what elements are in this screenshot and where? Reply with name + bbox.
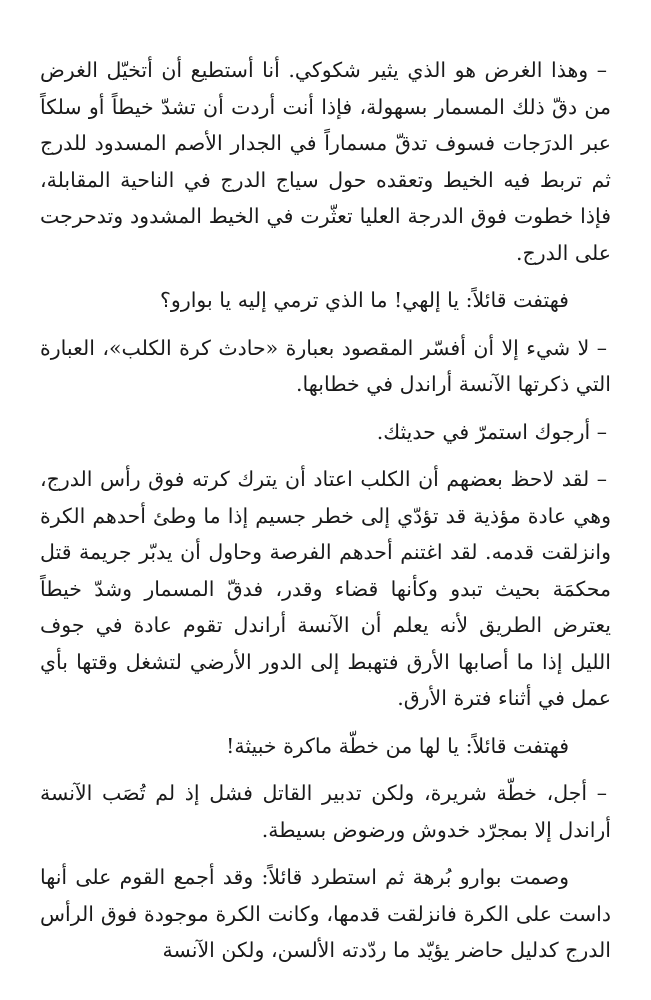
paragraph-3: – لا شيء إلا أن أفسّر المقصود بعبارة «حادث كرة الكلب»، العبارة التي ذكرتها الآنسة أراندل في خطابها.: [40, 335, 611, 396]
book-page: [40, 52, 611, 980]
paragraph-8: وصمت بوارو بُرهة ثم استطرد قائلاً: وقد أجمع القوم على أنها داست على الكرة فانزلقت قدمها، وكانت الكرة موجودة فوق الرأس الدرج كدليل حاضر يؤيّد ما ردّدته الألسن، ولكن الآنسة: [40, 865, 611, 962]
paragraph-1: – وهذا الغرض هو الذي يثير شكوكي. أنا أستطيع أن أتخيّل الغرض من دقّ ذلك المسمار بسهولة، فإذا أنت أردت أن تشدّ خيطاً أو سلكاً عبر الدرَجات فسوف تدقّ مسماراً في الجدار الأصم المسدود للدرج ثم تربط فيه الخيط وتعقده حول سياج الدرج في الناحية المقابلة، فإذا خطوت فوق الدرجة العليا تعثّرت في الخيط المشدود وتدحرجت على الدرج.: [40, 58, 611, 265]
paragraph-5: – لقد لاحظ بعضهم أن الكلب اعتاد أن يترك كرته فوق رأس الدرج، وهي عادة مؤذية قد تؤدّي إلى خطر جسيم إذا ما وطئ أحدهم الكرة وانزلقت قدمه. لقد اغتنم أحدهم الفرصة وحاول أن يدبّر جريمة قتل محكمَة بحيث تبدو وكأنها قضاء وقدر، فدقّ المسمار وشدّ خيطاً يعترض الطريق لأنه يعلم أن الآنسة أراندل تقوم عادة في جوف الليل إذا ما أصابها الأرق فتهبط إلى الدور الأرضي لتشغل وقتها بأي عمل في أثناء فترة الأرق.: [40, 467, 611, 710]
paragraph-4: – أرجوك استمرّ في حديثك.: [376, 419, 607, 444]
paragraph-2: فهتفت قائلاً: يا إلهي! ما الذي ترمي إليه يا بوارو؟: [160, 288, 569, 312]
paragraph-7: – أجل، خطّة شريرة، ولكن تدبير القاتل فشل إذ لم تُصَب الآنسة أراندل إلا بمجرّد خدوش ورضوض بسيطة.: [40, 781, 611, 842]
paragraph-6: فهتفت قائلاً: يا لها من خطّة ماكرة خبيثة!: [226, 733, 569, 758]
